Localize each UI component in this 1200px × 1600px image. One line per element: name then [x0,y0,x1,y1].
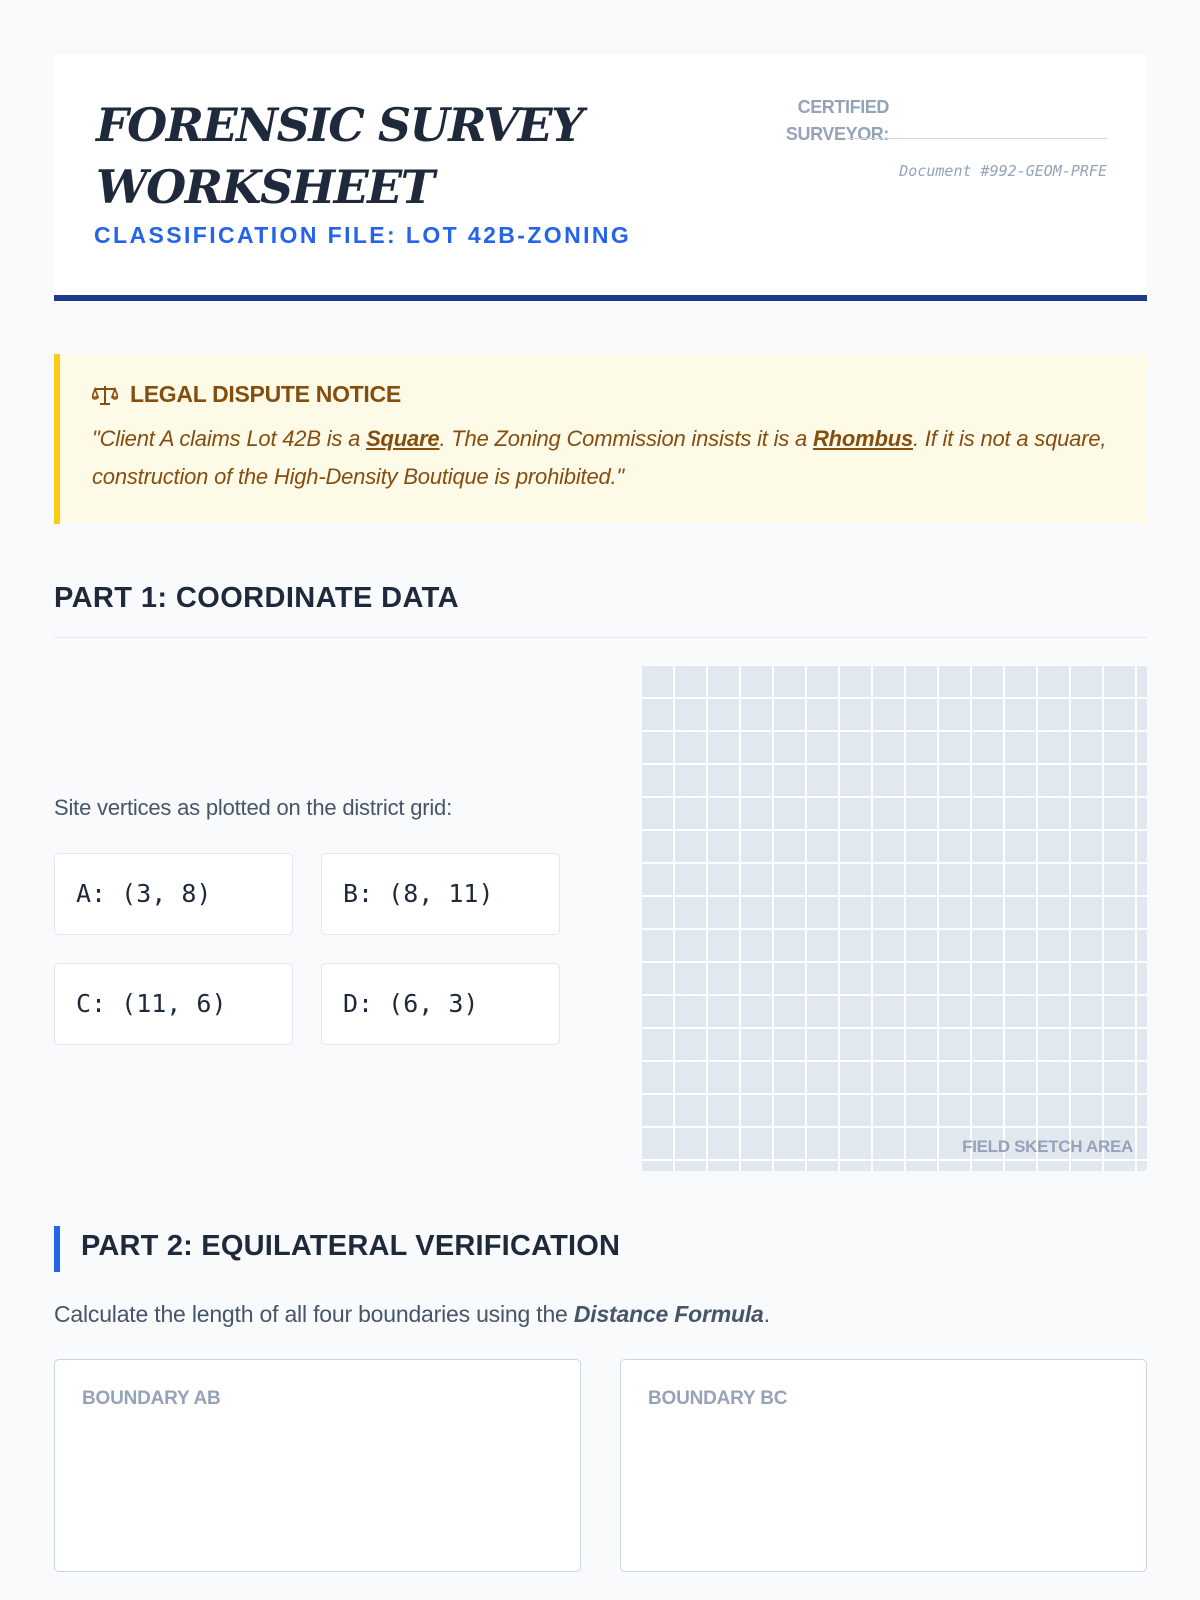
worksheet-header [54,54,1147,301]
part2-title: PART 2: EQUILATERAL VERIFICATION [81,1230,621,1262]
vertex-d-box: D: (6, 3) [321,963,560,1045]
notice-text-part: . If it is not a square, construction of the High-Density Boutique is prohibited." [92,426,1107,489]
rhombus-highlight: Rhombus [812,426,913,451]
field-sketch-label: FIELD SKETCH AREA [962,1137,1133,1156]
classification-subtitle: CLASSIFICATION FILE: LOT 42B-ZONING [94,222,632,248]
part2-instruction [54,1301,770,1328]
square-highlight: Square [366,426,440,451]
coordinates-intro: Site vertices as plotted on the district grid: [54,795,452,820]
distance-formula-emphasis: Distance Formula [573,1301,764,1327]
vertex-c-box: C: (11, 6) [54,963,293,1045]
vertex-a-box: A: (3, 8) [54,853,293,935]
field-sketch-grid[interactable] [641,665,1147,1171]
notice-text-part: . The Zoning Commission insists it is a [439,426,813,451]
notice-text [92,420,1132,496]
boundary-bc-label: BOUNDARY BC [648,1388,788,1409]
instruction-text: . [763,1301,770,1327]
legal-dispute-notice [54,354,1147,524]
scale-icon [92,384,118,406]
surveyor-signature-line[interactable] [847,138,1107,139]
boundary-ab-box[interactable] [54,1359,581,1572]
part1-title: PART 1: COORDINATE DATA [54,582,459,614]
boundary-ab-label: BOUNDARY AB [82,1388,221,1409]
instruction-text: Calculate the length of all four boundaries using the [54,1301,574,1327]
notice-heading [92,381,401,408]
boundary-bc-box[interactable] [620,1359,1147,1572]
section-divider [54,637,1147,638]
notice-text-part: "Client A claims Lot 42B is a [92,426,367,451]
document-number: Document #992-GEOM-PRFE [899,162,1107,180]
page-title: FORENSIC SURVEY WORKSHEET [96,98,583,214]
part2-accent-bar [54,1226,60,1272]
vertex-b-box: B: (8, 11) [321,853,560,935]
certified-surveyor-label: CERTIFIED SURVEYOR: [785,97,889,144]
notice-title: LEGAL DISPUTE NOTICE [130,381,401,407]
